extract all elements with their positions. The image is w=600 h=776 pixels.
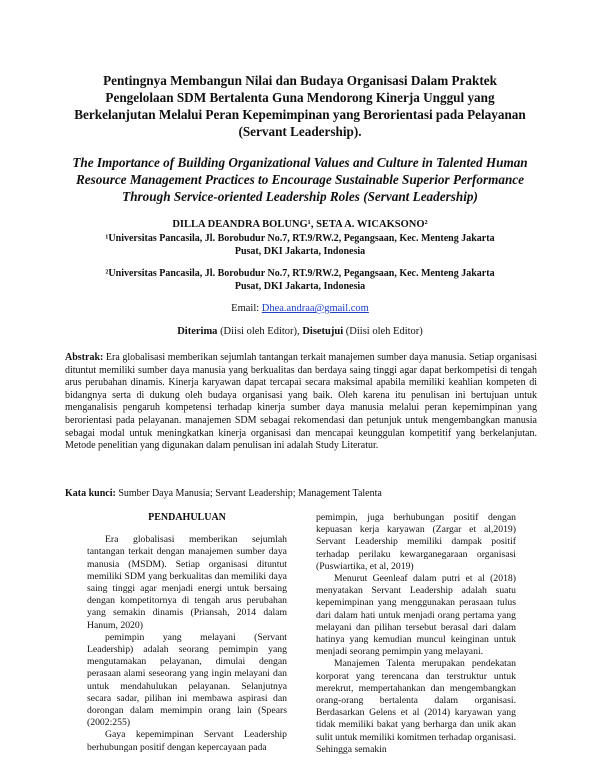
title-indonesian: Pentingnya Membangun Nilai dan Budaya Organisasi Dalam Praktek Pengelolaan SDM Bertalenta Guna Mendorong Kinerja Unggul yang Berkelanjutan Melalui Peran Kepemimpinan yang Berorientasi pada Pelayanan (Servant Leadership). <box>74 73 526 139</box>
authors: DILLA DEANDRA BOLUNG¹, SETA A. WICAKSONO² <box>172 219 428 230</box>
left-column <box>87 512 287 754</box>
section-heading: PENDAHULUAN <box>148 512 226 523</box>
paragraph: Manajemen Talenta merupakan pendekatan korporat yang terencana dan terstruktur untuk merekrut, mempertahankan dan mengembangkan orang-orang bertalenta dalam organisasi. Berdasarkan Gelens et al (2014) karyawan yang tidak memiliki bakat yang berharga dan unik akan sulit untuk memiliki komitmen terhadap organisasi. Sehingga semakin <box>316 658 517 755</box>
email-link[interactable]: Dhea.andraa@gmail.com <box>261 303 369 314</box>
paragraph: pemimpin, juga berhubungan positif dengan kepuasan kerja karyawan (Zargar et al,2019) Servant Leadership memiliki dampak positif terhadap perilaku kewarganegaraan organisasi (Puswiartika, et al, 2019) <box>316 512 516 572</box>
keywords-label: Kata kunci: <box>65 488 116 499</box>
right-column <box>316 512 516 756</box>
abstract-label: Abstrak: <box>65 352 104 363</box>
paragraph: Era globalisasi memberikan sejumlah tantangan terkait dengan manajemen sumber daya manusia (MSDM). Setiap organisasi dituntut memiliki SDM yang berkualitas dan memiliki daya saing tinggi agar menjadi energi untuk bersaing dengan kompetitornya di tengah arus perubahan yang semakin dinamis (Priansah, 2014 dalam Hanum, 2020) <box>87 534 287 631</box>
keywords <box>65 488 537 499</box>
affiliation-1: ¹Universitas Pancasila, Jl. Borobudur No.7, RT.9/RW.2, Pegangsaan, Kec. Menteng Jakarta Pusat, DKI Jakarta, Indonesia <box>105 233 495 257</box>
approved-label: Disetujui <box>302 326 344 337</box>
email-line <box>0 303 600 314</box>
abstract <box>65 352 537 453</box>
received-value: (Diisi oleh Editor), <box>220 326 300 337</box>
title-english: The Importance of Building Organizational Values and Culture in Talented Human Resource Management Practices to Encourage Sustainable Superior Performance Through Service-oriented Leadership Roles (Servant Leadership) <box>72 155 528 204</box>
received-label: Diterima <box>177 326 218 337</box>
paragraph: Gaya kepemimpinan Servant Leadership berhubungan positif dengan kepercayaan pada <box>87 729 287 753</box>
affiliation-2: ²Universitas Pancasila, Jl. Borobudur No.7, RT.9/RW.2, Pegangsaan, Kec. Menteng Jakarta Pusat, DKI Jakarta, Indonesia <box>105 268 495 292</box>
abstract-text: Era globalisasi memberikan sejumlah tantangan terkait manajemen sumber daya manusia. Setiap organisasi dituntut memiliki sumber daya manusia yang berkualitas dan berdaya saing tinggi agar dapat berkompetisi di tengah arus perubahan dinamis. Kinerja karyawan dapat tercapai secara maksimal apabila memiliki keahlian kompeten di bidangnya serta di dukung oleh budaya organisasi yang baik. Oleh karena itu penulisan ini bertujuan untuk menganalisis pengaruh kompetensi terhadap kinerja sumber daya manusia melalui peran kepemimpinan yang berorientasi pada pelayanan. manajemen SDM sebagai rekomendasi dan petunjuk untuk mengembangkan manusia sebagai modal untuk meningkatkan kinerja organisasi dan mencapai keunggulan kompetitif yang berkelanjutan. Metode penelitian yang digunakan dalam penulisan ini adalah Study Literatur. <box>65 352 537 452</box>
keywords-text: Sumber Daya Manusia; Servant Leadership; Management Talenta <box>118 488 382 499</box>
email-label: Email: <box>231 303 260 314</box>
paragraph: pemimpin yang melayani (Servant Leadership) adalah seorang pemimpin yang mengutamakan pelayanan, dimulai dengan perasaan alami seseorang yang ingin melayani dan untuk mendahulukan pelayanan. Selanjutnya secara sadar, pilihan ini membawa aspirasi dan dorongan dalam memimpin orang lain (Spears (2002:255) <box>87 631 287 729</box>
submission-dates <box>0 326 600 337</box>
approved-value: (Diisi oleh Editor) <box>345 326 423 337</box>
paragraph: Menurut Geenleaf dalam putri et al (2018) menyatakan Servant Leadership adalah suatu kepemimpinan yang menggunakan perasaan tulus dari dalam hati untuk menjadi orang pertama yang melayani dan pilihan tersebut berasal dari dalam hatinya yang kemudian muncul keinginan untuk menjadi seorang pemimpin yang melayani. <box>316 573 516 658</box>
